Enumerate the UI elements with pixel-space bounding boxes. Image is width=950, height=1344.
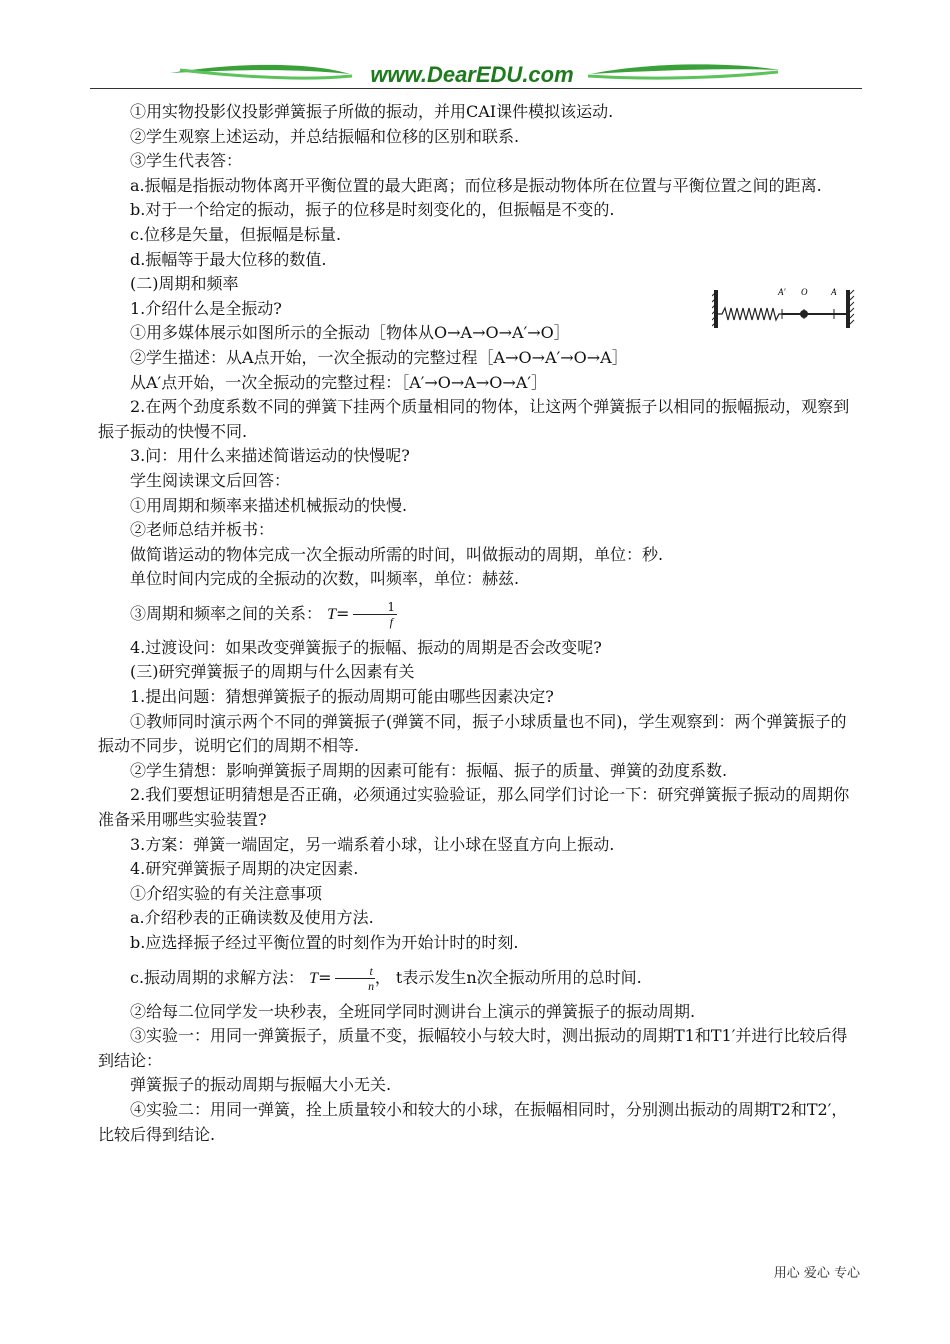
formula-eq-2: = <box>318 967 332 987</box>
para-15: 学生阅读课文后回答： <box>130 470 291 490</box>
para-10: ①用多媒体展示如图所示的全振动［物体从O→A→O→A′→O］ <box>130 323 570 343</box>
document-body <box>98 100 860 1147</box>
para-24: ①教师同时演示两个不同的弹簧振子(弹簧不同，振子小球质量也不同)，学生观察到：两个弹簧振子的振动不同步，说明它们的周期不相等. <box>98 711 847 756</box>
fraction-numerator: 1 <box>353 600 397 615</box>
para-period-formula <box>98 956 860 1000</box>
para-16: ①用周期和频率来描述机械振动的快慢. <box>130 495 408 515</box>
label-a: A <box>831 287 837 297</box>
page-footer: 用心 爱心 专心 <box>773 1266 860 1281</box>
para-14: 3.问：用什么来描述简谐运动的快慢呢? <box>130 446 410 466</box>
para-7: d.振幅等于最大位移的数值. <box>130 249 327 269</box>
para-23: 1.提出问题：猜想弹簧振子的振动周期可能由哪些因素决定? <box>130 687 554 707</box>
header-banner <box>90 56 862 90</box>
period-method-text: c.振动周期的求解方法： <box>130 967 305 987</box>
banner-swoosh-right2 <box>588 72 778 78</box>
label-o: O <box>801 287 808 297</box>
para-17: ②老师总结并板书： <box>130 520 275 540</box>
para-2: ②学生观察上述运动，并总结振幅和位移的区别和联系. <box>130 126 520 146</box>
fraction-one-over-f <box>353 600 397 629</box>
formula-T: T <box>327 605 337 623</box>
para-19: 单位时间内完成的全振动的次数，叫频率，单位：赫兹. <box>130 569 520 589</box>
fraction-denominator-n: n <box>368 978 375 993</box>
para-12: 从A′点开始，一次全振动的完整过程：［A′→O→A→O→A′］ <box>130 372 547 392</box>
para-11: ②学生描述：从A点开始，一次全振动的完整过程［A→O→A′→O→A］ <box>130 347 628 367</box>
para-4: a.振幅是指振动物体离开平衡位置的最大距离；而位移是振动物体所在位置与平衡位置之间的距离. <box>130 175 822 195</box>
site-logo: www.DearEDU.com <box>370 62 574 87</box>
section-heading-3: (三)研究弹簧振子的周期与什么因素有关 <box>130 662 415 682</box>
period-explanation: t表示发生n次全振动所用的总时间. <box>395 967 642 987</box>
para-1: ①用实物投影仪投影弹簧振子所做的振动，并用CAI课件模拟该运动. <box>130 102 614 121</box>
para-26: 2.我们要想证明猜想是否正确，必须通过实验验证，那么同学们讨论一下：研究弹簧振子振动的周期你准备采用哪些实验装置? <box>98 785 850 830</box>
fraction-numerator-t: t <box>335 964 374 979</box>
para-3: ③学生代表答： <box>130 151 243 171</box>
formula-T-2: T <box>309 969 319 987</box>
para-13: 2.在两个劲度系数不同的弹簧下挂两个质量相同的物体，让这两个弹簧振子以相同的振幅振动，观察到振子振动的快慢不同. <box>98 397 850 441</box>
relation-text: ③周期和频率之间的关系： <box>130 603 323 623</box>
para-9: 1.介绍什么是全振动? <box>130 298 282 318</box>
section-heading-2: (二)周期和频率 <box>130 274 239 294</box>
formula-eq: = <box>336 603 350 623</box>
fraction-t-over-n <box>335 964 374 993</box>
para-25: ②学生猜想：影响弹簧振子周期的因素可能有：振幅、振子的质量、弹簧的劲度系数. <box>130 760 728 780</box>
para-28: 4.研究弹簧振子周期的决定因素. <box>130 859 359 879</box>
para-29: ①介绍实验的有关注意事项 <box>130 883 323 903</box>
para-6: c.位移是矢量，但振幅是标量. <box>130 224 342 244</box>
para-18: 做简谐运动的物体完成一次全振动所需的时间，叫做振动的周期，单位：秒. <box>130 544 664 564</box>
para-31: b.应选择振子经过平衡位置的时刻作为开始计时的时刻. <box>130 933 519 952</box>
para-35: ③实验一：用同一弹簧振子，质量不变，振幅较小与较大时，测出振动的周期T1和T1′并进行比较后得到结论： <box>98 1026 848 1070</box>
label-a-prime: A′ <box>778 287 786 297</box>
fraction-denominator: f <box>389 614 393 629</box>
para-34: ②给每二位同学发一块秒表，全班同学同时测讲台上演示的弹簧振子的振动周期. <box>130 1001 696 1021</box>
header-rule <box>90 88 862 89</box>
para-5: b.对于一个给定的振动，振子的位移是时刻变化的，但振幅是不变的. <box>130 200 615 220</box>
banner-swoosh-right <box>590 64 780 74</box>
formula-comma: ， <box>374 967 391 987</box>
para-36: 弹簧振子的振动周期与振幅大小无关. <box>130 1075 392 1095</box>
para-27: 3.方案：弹簧一端固定，另一端系着小球，让小球在竖直方向上振动. <box>130 834 615 854</box>
para-37: ④实验二：用同一弹簧，拴上质量较小和较大的小球，在振幅相同时，分别测出振动的周期T2和T2′，比较后得到结论. <box>98 1099 848 1144</box>
para-30: a.介绍秒表的正确读数及使用方法. <box>130 908 374 928</box>
para-21: 4.过渡设问：如果改变弹簧振子的振幅、振动的周期是否会改变呢? <box>130 637 602 657</box>
para-period-frequency-relation <box>98 592 860 636</box>
